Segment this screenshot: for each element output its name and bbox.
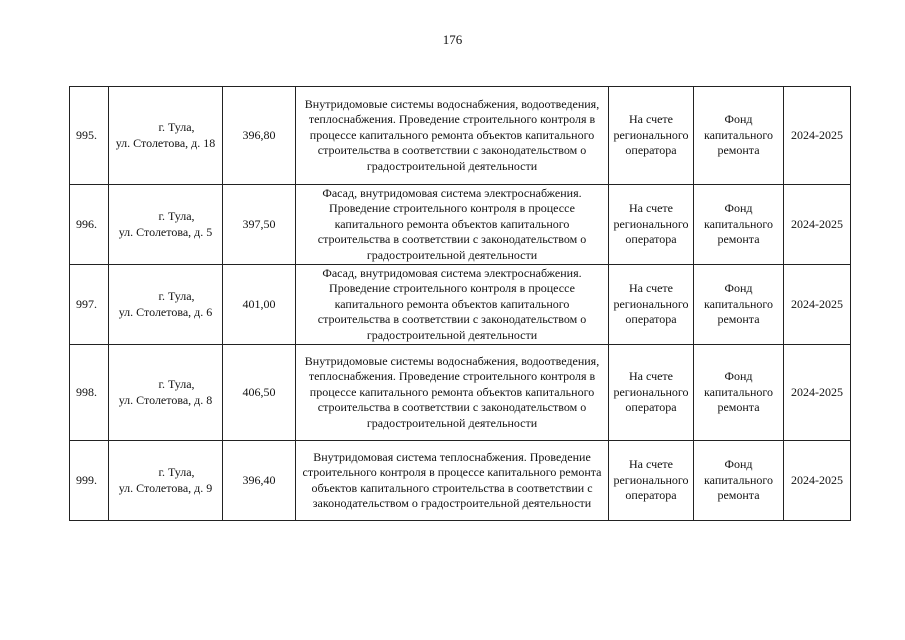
- works-cell: Внутридомовая система теплоснабжения. Проведение строительного контроля в процессе капитального ремонта объектов капитального строительства в соответствии с законодательством о градостроительной деятельности: [296, 441, 609, 521]
- address-street: ул. Столетова, д. 9: [118, 480, 213, 495]
- table-row: [70, 87, 851, 185]
- address-city: г. Тула,: [158, 377, 195, 391]
- term-cell: 2024-2025: [784, 87, 851, 185]
- area-cell: 396,40: [223, 441, 296, 521]
- address-cell: [109, 87, 223, 185]
- account-cell: На счете регионального оператора: [609, 185, 694, 265]
- address-street: ул. Столетова, д. 18: [115, 135, 216, 150]
- area-cell: 401,00: [223, 265, 296, 345]
- address-city: г. Тула,: [158, 465, 195, 479]
- row-number: 998.: [70, 345, 109, 441]
- table-row: [70, 441, 851, 521]
- area-cell: 397,50: [223, 185, 296, 265]
- address-city: г. Тула,: [158, 209, 195, 223]
- works-cell: Фасад, внутридомовая система электроснабжения. Проведение строительного контроля в процессе капитального ремонта объектов капитального строительства в соответствии с законодательством о градостроительной деятельности: [296, 265, 609, 345]
- address-cell: [109, 441, 223, 521]
- area-cell: 406,50: [223, 345, 296, 441]
- funding-source-cell: Фонд капитального ремонта: [694, 87, 784, 185]
- funding-source-cell: Фонд капитального ремонта: [694, 265, 784, 345]
- address-street: ул. Столетова, д. 8: [118, 392, 213, 407]
- address-city: г. Тула,: [158, 120, 195, 134]
- row-number: 995.: [70, 87, 109, 185]
- funding-source-cell: Фонд капитального ремонта: [694, 185, 784, 265]
- account-cell: На счете регионального оператора: [609, 87, 694, 185]
- term-cell: 2024-2025: [784, 185, 851, 265]
- address-cell: [109, 345, 223, 441]
- address-cell: [109, 185, 223, 265]
- term-cell: 2024-2025: [784, 345, 851, 441]
- account-cell: На счете регионального оператора: [609, 441, 694, 521]
- address-city: г. Тула,: [158, 289, 195, 303]
- works-cell: Фасад, внутридомовая система электроснабжения. Проведение строительного контроля в процессе капитального ремонта объектов капитального строительства в соответствии с законодательством о градостроительной деятельности: [296, 185, 609, 265]
- row-number: 997.: [70, 265, 109, 345]
- works-cell: Внутридомовые системы водоснабжения, водоотведения, теплоснабжения. Проведение строительного контроля в процессе капитального ремонта объектов капитального строительства в соответствии с законодательством о градостроительной деятельности: [296, 345, 609, 441]
- row-number: 999.: [70, 441, 109, 521]
- account-cell: На счете регионального оператора: [609, 265, 694, 345]
- account-cell: На счете регионального оператора: [609, 345, 694, 441]
- row-number: 996.: [70, 185, 109, 265]
- table-body: [70, 87, 851, 521]
- funding-source-cell: Фонд капитального ремонта: [694, 345, 784, 441]
- term-cell: 2024-2025: [784, 441, 851, 521]
- address-cell: [109, 265, 223, 345]
- address-street: ул. Столетова, д. 5: [118, 224, 213, 239]
- table-row: [70, 345, 851, 441]
- table-row: [70, 185, 851, 265]
- works-cell: Внутридомовые системы водоснабжения, водоотведения, теплоснабжения. Проведение строительного контроля в процессе капитального ремонта объектов капитального строительства в соответствии с законодательством о градостроительной деятельности: [296, 87, 609, 185]
- term-cell: 2024-2025: [784, 265, 851, 345]
- funding-source-cell: Фонд капитального ремонта: [694, 441, 784, 521]
- page-number: 176: [442, 32, 463, 47]
- area-cell: 396,80: [223, 87, 296, 185]
- table-row: [70, 265, 851, 345]
- address-street: ул. Столетова, д. 6: [118, 304, 213, 319]
- repair-schedule-table: [69, 86, 851, 521]
